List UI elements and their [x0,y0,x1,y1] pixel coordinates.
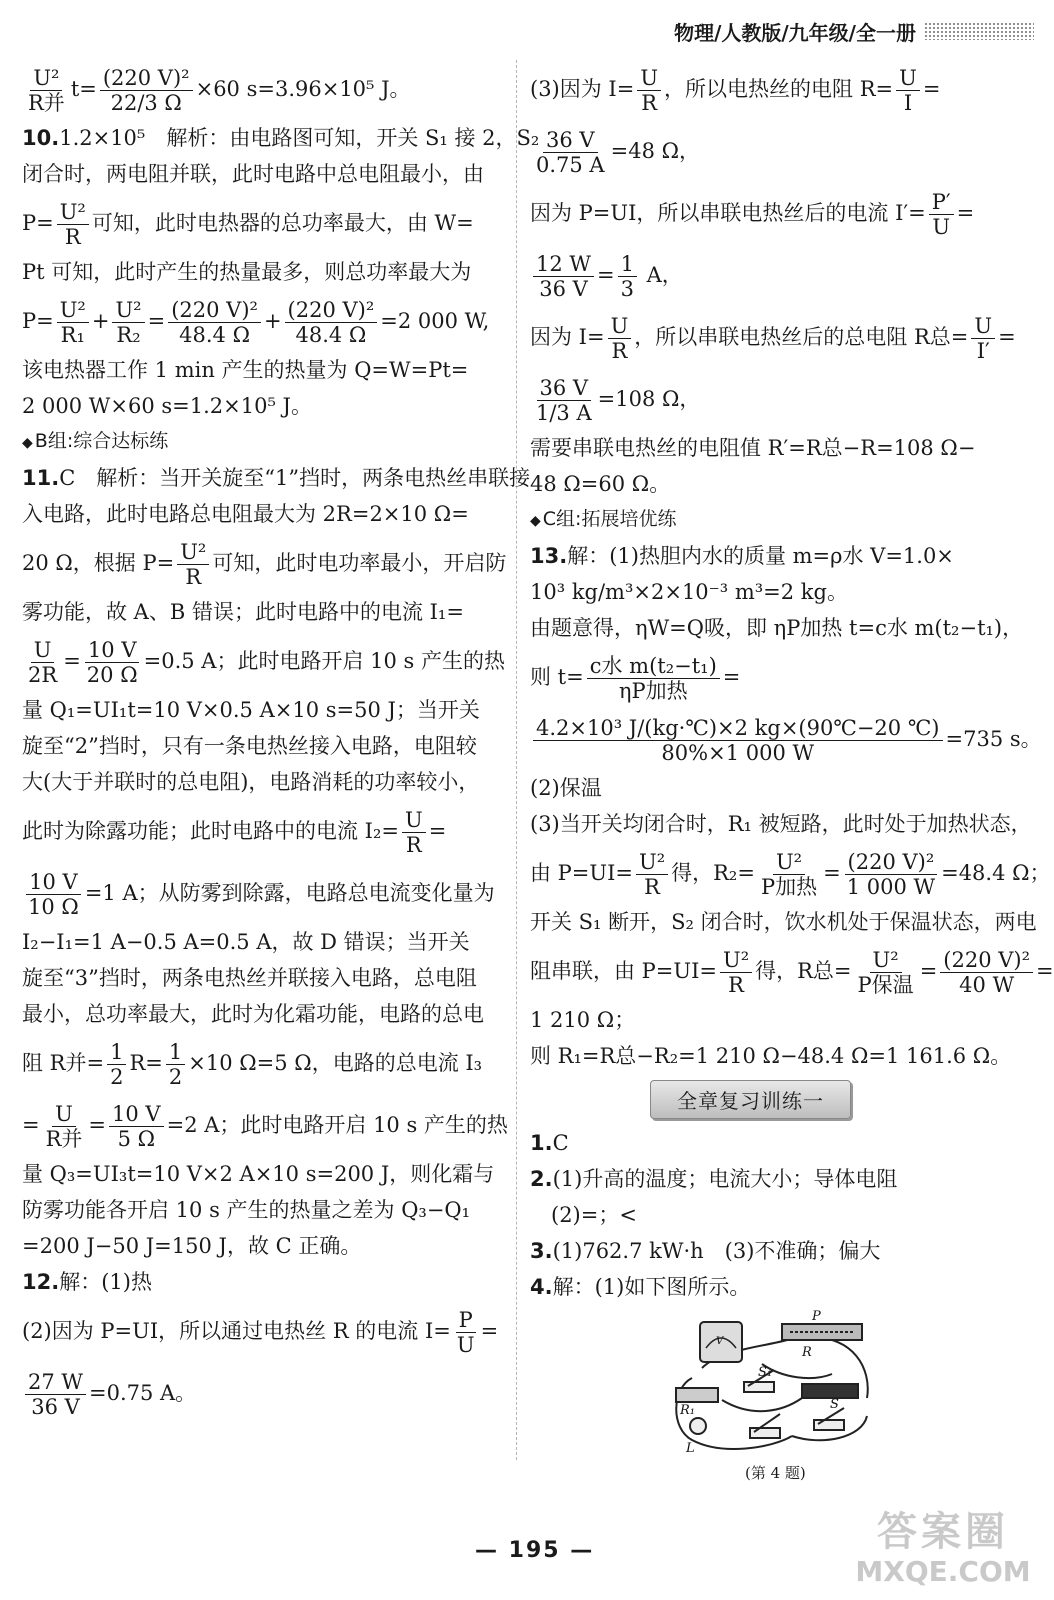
page-header [674,16,1034,46]
numerator: U [637,66,661,91]
text-run: = [63,649,81,673]
numerator: U [608,314,632,339]
denominator: 48.4 Ω [179,323,250,347]
text-line [530,940,1054,1002]
numerator: 1 [618,252,637,277]
switch-s1-icon [744,1382,774,1392]
text-run: 解：(1)热 [59,1270,152,1294]
numerator: 10 V [26,870,81,895]
fraction [57,298,89,347]
fraction [402,808,426,857]
text-line [530,646,1030,708]
label-p: P [812,1309,821,1324]
text-line [22,460,531,496]
fraction [57,200,89,249]
question-number: 11. [22,466,60,490]
numerator: P′ [929,190,954,215]
fraction [618,252,637,301]
denominator: 36 V [31,1395,80,1419]
denominator: P加热 [760,875,818,899]
text-line [530,1197,1030,1233]
numerator: 4.2×10³ J/(kg·℃)×2 kg×(90℃−20 ℃) [533,716,943,741]
text-run: = [88,1113,107,1137]
text-line [22,496,510,532]
text-line [530,368,1030,430]
numerator: U² [57,298,89,323]
fraction [25,1370,86,1419]
fraction [608,314,632,363]
text-line [530,1161,1030,1197]
fraction [168,298,261,347]
text-run: Pt 可知，此时产生的热量最多，则总功率最大为 [22,260,472,284]
numerator: 27 W [25,1370,86,1395]
text-run: 雾功能，故 A、B 错误；此时电路中的电流 I₁= [22,600,464,624]
fraction [971,314,995,363]
question-number: 10. [22,126,60,150]
text-run: 因为 P=UI，所以串联电热丝后的电流 I′= [530,201,926,225]
review-section-title: 全章复习训练一 [650,1080,851,1119]
numerator: U² [720,948,752,973]
text-run: (3)因为 I= [530,77,635,101]
text-line [22,1094,510,1156]
text-line [22,290,510,352]
section-heading-text: C组:拓展培优练 [542,508,677,530]
denominator: ηP加热 [618,679,688,703]
text-run: 因为 I= [530,325,605,349]
denominator: 10 Ω [28,895,79,919]
fraction [940,948,1033,997]
text-run: =200 J−50 J=150 J，故 C 正确。 [22,1234,362,1258]
denominator: R并 [45,1127,83,1151]
text-run: = [922,77,941,101]
text-run: 可知，此时电热器的总功率最大，由 W= [91,211,474,235]
battery-icon [802,1384,858,1398]
numerator: P [456,1308,476,1333]
resistor-r1-icon [676,1388,718,1402]
numerator: U² [57,200,89,225]
fraction [855,948,917,997]
text-line [530,1038,1030,1074]
denominator: R₁ [60,323,85,347]
text-run: 量 Q₁=UI₁t=10 V×0.5 A×10 s=50 J；当开关 [22,698,480,722]
numerator: 10 V [85,638,140,663]
text-run: (2)保温 [530,776,602,800]
text-run: = [722,665,741,689]
text-run: 此时为除露功能；此时电路中的电流 I₂= [22,819,399,843]
text-run: 闭合时，两电阻并联，此时电路中总电阻最小，由 [22,162,484,186]
fraction [844,850,938,899]
denominator: 1/3 A [536,401,592,425]
text-line [530,244,1030,306]
text-run: + [91,309,110,333]
text-run: = [596,263,615,287]
text-line [22,1156,510,1192]
diamond-icon: ◆ [530,513,541,529]
text-line [22,352,510,388]
text-run: 开关 S₁ 断开，S₂ 闭合时，饮水机处于保温状态，两电 [530,910,1037,934]
text-line [530,842,1051,904]
denominator: R [64,225,81,249]
fraction [285,298,378,347]
fraction [25,870,82,919]
text-run: = [956,201,975,225]
text-line [22,1264,510,1300]
text-run: 则 R₁=R总−R₂=1 210 Ω−48.4 Ω=1 161.6 Ω。 [530,1044,1012,1068]
text-run: 1.2×10⁵ 解析：由电路图可知，开关 S₁ 接 2，S₂ [59,126,540,150]
text-run: ，所以电热丝的电阻 R= [664,77,894,101]
numerator: 1 [107,1040,126,1065]
text-run: 旋至“3”挡时，两条电热丝并联接入电路，总电阻 [22,966,477,990]
text-run: 量 Q₃=UI₃t=10 V×2 A×10 s=200 J，则化霜与 [22,1162,495,1186]
text-line [530,610,1030,646]
text-run: = [480,1319,499,1343]
question-number: 1. [530,1131,553,1155]
text-run: 大(大于并联时的总电阻)，电路消耗的功率较小， [22,770,480,794]
text-run: 该电热器工作 1 min 产生的热量为 Q=W=Pt= [22,358,469,382]
text-run: 由 P=UI= [530,861,633,885]
text-line [22,594,510,630]
numerator: U² [177,540,209,565]
text-run: 最小，总功率最大，此时为化霜功能，电路的总电 [22,1002,484,1026]
numerator: U [31,638,55,663]
text-line [530,538,1030,574]
header-title: 物理/人教版/九年级/全一册 [674,20,916,45]
section-heading [22,424,510,460]
denominator: U [932,215,951,239]
fraction [533,252,594,301]
text-run: = [919,959,938,983]
fraction [109,1102,164,1151]
text-run: 10³ kg/m³×2×10⁻³ m³=2 kg。 [530,580,848,604]
numerator: 36 V [537,376,592,401]
numerator: (220 V)² [100,66,193,91]
text-line [22,120,540,156]
text-line [530,182,1030,244]
denominator: I [903,91,913,115]
watermark [848,1510,1038,1594]
text-line [22,532,510,594]
numerator: U² [636,850,668,875]
text-line [22,800,510,862]
circuit-diagram [662,1308,878,1458]
text-line [22,960,510,996]
text-line [22,1362,510,1424]
text-line [530,1125,1030,1161]
figure-caption: (第 4 题) [745,1464,806,1482]
denominator: 2R [28,663,58,687]
fraction [720,948,752,997]
fraction [587,654,720,703]
text-run: 20 Ω，根据 P= [22,551,175,575]
numerator: U [971,314,995,339]
text-line [530,1233,1030,1269]
fraction [896,66,920,115]
text-run: 阻串联，由 P=UI= [530,959,717,983]
text-run: 阻 R并= [22,1051,105,1075]
text-line [22,862,510,924]
text-run: ，所以串联电热丝后的总电阻 R总= [634,325,969,349]
text-run: (3)当开关均闭合时，R₁ 被短路，此时处于加热状态， [530,812,1032,836]
denominator: 80%×1 000 W [661,741,815,765]
denominator: P保温 [857,973,914,997]
text-run: = [998,325,1016,349]
fraction [636,850,668,899]
denominator: 5 Ω [117,1127,156,1151]
denominator: R [728,973,744,997]
text-run: =0.75 A。 [88,1381,197,1405]
fraction [929,190,954,239]
question-number: 4. [530,1275,553,1299]
lamp-icon [690,1418,706,1434]
text-run: 得，R₂= [671,861,755,885]
text-line [530,430,1030,466]
question-number: 2. [530,1167,553,1191]
text-run: 由题意得，ηW=Q吸，即 ηP加热 t=c水 m(t₂−t₁)， [530,616,1024,640]
text-run: 入电路，此时电路总电阻最大为 2R=2×10 Ω= [22,502,469,526]
text-run: 1 210 Ω； [530,1008,636,1032]
text-line [530,58,1030,120]
text-run: 得，R总= [755,959,852,983]
fraction [454,1308,478,1357]
text-run: C 解析：当开关旋至“1”挡时，两条电热丝串联接 [59,466,531,490]
denominator: R并 [28,91,65,115]
text-line [22,728,510,764]
column-divider [516,60,517,1460]
fraction [166,1040,185,1089]
text-line [22,630,510,692]
text-line [530,1269,1030,1305]
denominator: 0.75 A [536,153,605,177]
text-line [22,388,510,424]
text-run: =1 A；从防雾到除露，电路总电流变化量为 [84,881,495,905]
label-meter: V [716,1336,724,1347]
fraction [533,376,595,425]
text-line [22,254,510,290]
text-line [530,904,1037,940]
question-number: 13. [530,544,568,568]
denominator: 20 Ω [86,663,138,687]
numerator: (220 V)² [845,850,938,875]
label-s: S [830,1397,839,1412]
text-line [530,708,1042,770]
text-run: =2 A；此时电路开启 10 s 产生的热 [166,1113,508,1137]
page-number: — 195 — [475,1538,595,1563]
text-run: P= [22,309,54,333]
text-run: =2 000 W, [380,309,490,333]
text-run: t= [70,77,97,101]
text-line [22,764,510,800]
fraction [100,66,193,115]
text-run: 需要串联电热丝的电阻值 R′=R总−R=108 Ω− [530,436,976,460]
numerator: U² [112,298,144,323]
label-s1: S₁ [758,1365,773,1380]
text-run: 解：(1)热胆内水的质量 m=ρ水 V=1.0× [567,544,954,568]
text-run: (1)762.7 kW·h (3)不准确；偏大 [552,1239,881,1263]
numerator: U² [30,66,62,91]
numerator: 36 V [543,128,598,153]
fraction [533,716,943,765]
text-run: 则 t= [530,665,584,689]
text-line [22,996,510,1032]
denominator: 36 V [539,277,588,301]
text-run: A， [639,263,683,287]
text-line [530,770,1030,806]
label-r: R [802,1345,812,1360]
text-run: P= [22,211,54,235]
text-line [530,806,1030,842]
switch-s-icon [814,1420,844,1430]
numerator: U [402,808,426,833]
text-run: = [428,819,447,843]
denominator: 22/3 Ω [110,91,182,115]
denominator: 2 [110,1065,124,1089]
text-run: =48.4 Ω； [941,861,1051,885]
denominator: R [405,833,422,857]
text-run: R= [129,1051,163,1075]
fraction [25,638,60,687]
denominator: R [185,565,202,589]
fraction [637,66,661,115]
text-line [530,466,1030,502]
text-line [22,192,510,254]
fraction [758,850,820,899]
fraction [177,540,209,589]
text-run: =735 s。 [945,727,1042,751]
text-line [530,120,1030,182]
text-line [22,692,510,728]
text-run: C [552,1131,569,1155]
fraction [25,66,68,115]
denominator: R [644,875,660,899]
fraction [533,128,608,177]
text-line [530,574,1030,610]
section-heading [530,502,1030,538]
denominator: R [641,91,658,115]
fraction [112,298,144,347]
fraction [43,1102,86,1151]
text-line [530,1002,1030,1038]
text-run: (2)=；< [530,1203,637,1227]
denominator: 48.4 Ω [295,323,367,347]
text-run: 48 Ω=60 Ω。 [530,472,671,496]
text-run: 可知，此时电功率最小，开启防 [212,551,507,575]
numerator: U [52,1102,76,1127]
denominator: R [611,339,628,363]
text-run: 旋至“2”挡时，只有一条电热丝接入电路，电阻较 [22,734,477,758]
question-number: 3. [530,1239,553,1263]
text-run: =0.5 A；此时电路开启 10 s 产生的热 [143,649,505,673]
watermark-logo-text: 答案圈 [877,1509,1009,1555]
text-run: = [147,309,166,333]
numerator: 1 [166,1040,185,1065]
text-line [22,1192,510,1228]
numerator: 10 V [109,1102,164,1127]
text-line [22,1032,510,1094]
numerator: U [896,66,920,91]
denominator: 40 W [959,973,1015,997]
text-run: = [22,1113,40,1137]
denominator: 1 000 W [846,875,936,899]
denominator: 2 [168,1065,183,1089]
text-run: = [823,861,841,885]
numerator: (220 V)² [168,298,261,323]
left-column [22,58,540,1424]
text-line [22,1228,510,1264]
denominator: 3 [620,277,634,301]
text-run: ×60 s=3.96×10⁵ J。 [195,77,411,101]
watermark-url: MXQE.COM [855,1555,1031,1588]
text-line [22,156,510,192]
fraction [107,1040,126,1089]
text-run: I₂−I₁=1 A−0.5 A=0.5 A，故 D 错误；当开关 [22,930,470,954]
text-run: 解：(1)如下图所示。 [552,1275,751,1299]
numerator: U² [773,850,805,875]
denominator: U [456,1333,475,1357]
text-line [22,924,510,960]
diamond-icon: ◆ [22,435,33,451]
numerator: U² [870,948,902,973]
question-number: 12. [22,1270,60,1294]
text-run: =108 Ω， [597,387,701,411]
denominator: I′ [976,339,990,363]
numerator: 12 W [533,252,594,277]
text-line [530,306,1030,368]
switch-s2-icon [750,1428,780,1438]
denominator: R₂ [116,323,141,347]
text-run: (1)升高的温度；电流大小；导体电阻 [552,1167,898,1191]
text-line [22,58,510,120]
right-column [530,58,1054,1305]
text-line [22,1300,510,1362]
numerator: (220 V)² [940,948,1033,973]
text-run: + [263,309,282,333]
fraction [84,638,141,687]
numerator: (220 V)² [285,298,378,323]
label-l: L [686,1441,695,1456]
text-run: = [1036,959,1054,983]
section-heading-text: B组:综合达标练 [34,430,169,452]
text-run: =48 Ω， [610,139,701,163]
label-r1: R₁ [680,1403,695,1418]
numerator: c水 m(t₂−t₁) [587,654,720,679]
text-run: ×10 Ω=5 Ω，电路的总电流 I₃ [188,1051,483,1075]
text-run: 2 000 W×60 s=1.2×10⁵ J。 [22,394,312,418]
text-run: 防雾功能各开启 10 s 产生的热量之差为 Q₃−Q₁ [22,1198,471,1222]
text-run: (2)因为 P=UI，所以通过电热丝 R 的电流 I= [22,1319,451,1343]
header-dot-pattern [924,22,1034,40]
